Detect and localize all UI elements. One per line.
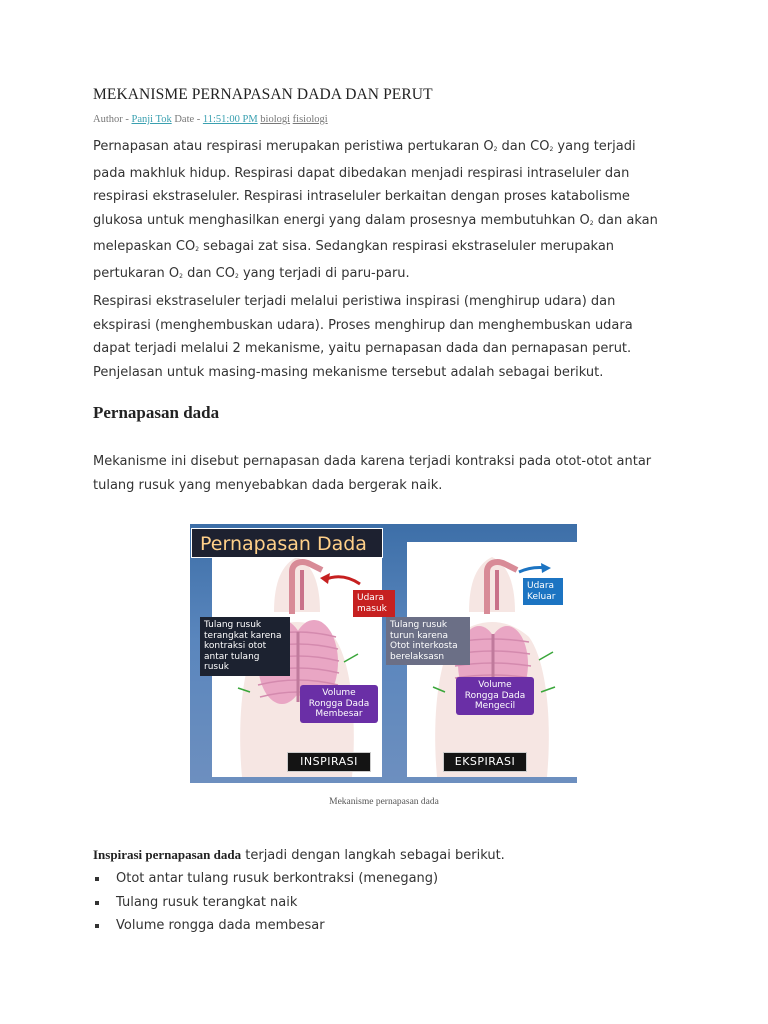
text: Pernapasan atau respirasi merupakan peristiwa pertukaran O xyxy=(93,139,494,154)
figure-title: Pernapasan Dada xyxy=(191,528,383,558)
text: sebagai zat sisa. Sedangkan respirasi ekstraseluler merupakan pertukaran O xyxy=(93,239,615,281)
text: dan CO xyxy=(182,265,235,281)
inspiration-label: INSPIRASI xyxy=(287,752,371,772)
air-in-label: Udara masuk xyxy=(353,590,395,617)
bold-term: Inspirasi pernapasan dada xyxy=(93,847,242,862)
subscript: 2 xyxy=(493,146,498,153)
text: yang terjadi di paru-paru. xyxy=(238,265,410,281)
rib-raise-label: Tulang rusuk terangkat karena kontraksi otot antar tulang rusuk xyxy=(200,617,290,676)
paragraph-text: Mekanisme ini disebut pernapasan dada karena terjadi kontraksi pada otot-otot antar tulang rusuk yang menyebabkan dada bergerak naik. xyxy=(93,454,652,493)
subscript: 2 xyxy=(589,219,594,227)
paragraph-inspirasi xyxy=(93,843,668,868)
subscript: 2 xyxy=(179,272,183,280)
paragraph-intro xyxy=(93,135,668,289)
post-meta xyxy=(93,114,328,125)
text: dan CO xyxy=(497,139,550,154)
bullet-icon xyxy=(95,877,99,881)
air-out-label: Udara Keluar xyxy=(523,578,563,605)
list-item xyxy=(93,914,438,938)
steps-list xyxy=(93,867,438,938)
subscript: 2 xyxy=(195,246,200,254)
time-link[interactable]: 11:51:00 PM xyxy=(202,114,258,125)
paragraph-text: Respirasi ekstraseluler terjadi melalui peristiwa inspirasi (menghirup udara) dan ekspirasi (menghembuskan udara). Proses menghirup dan menghembuskan udara dapat terjadi melalui 2 mekanisme, yaitu pernapasan dada dan pernapasan perut. Penjelasan untuk masing-masing mekanisme tersebut adalah sebagai berikut. xyxy=(93,294,633,380)
expiration-label: EKSPIRASI xyxy=(443,752,527,772)
figure-caption: Mekanisme pernapasan dada xyxy=(329,797,439,807)
text: dan akan melepaskan CO xyxy=(93,212,658,255)
list-item-text: Volume rongga dada membesar xyxy=(116,918,325,934)
bullet-icon xyxy=(95,924,99,928)
paragraph-text: terjadi dengan langkah sebagai berikut. xyxy=(241,848,505,863)
paragraph-respirasi xyxy=(93,290,668,384)
bullet-icon xyxy=(95,901,99,905)
subscript: 2 xyxy=(549,146,554,153)
category-link-fisiologi[interactable]: fisiologi xyxy=(292,114,328,125)
section-heading: Pernapasan dada xyxy=(93,403,220,422)
text: yang terjadi pada makhluk hidup. Respirasi dapat dibedakan menjadi respirasi intraseluler dan respirasi ekstraseluler. Respirasi intraseluler berkaitan dengan proses katabolisme glukosa untuk menghasilkan energi yang dalam prosesnya membutuhkan O xyxy=(93,139,636,228)
breathing-diagram xyxy=(190,524,577,783)
rib-lower-label: Tulang rusuk turun karena Otot interkosta berelaksasn xyxy=(386,617,470,665)
date-prefix: Date - xyxy=(174,114,201,125)
volume-increase-label: Volume Rongga Dada Membesar xyxy=(300,685,378,723)
author-link[interactable]: Panji Tok xyxy=(131,114,172,125)
author-prefix: Author - xyxy=(93,114,129,125)
list-item-text: Otot antar tulang rusuk berkontraksi (menegang) xyxy=(116,871,439,886)
subscript: 2 xyxy=(235,272,239,280)
volume-decrease-label: Volume Rongga Dada Mengecil xyxy=(456,677,534,715)
list-item-text: Tulang rusuk terangkat naik xyxy=(116,894,298,910)
category-link-biologi[interactable]: biologi xyxy=(260,114,291,125)
list-item xyxy=(93,891,438,915)
list-item xyxy=(93,867,438,891)
article-title: MEKANISME PERNAPASAN DADA DAN PERUT xyxy=(93,86,433,103)
paragraph-mekanisme xyxy=(93,450,668,497)
